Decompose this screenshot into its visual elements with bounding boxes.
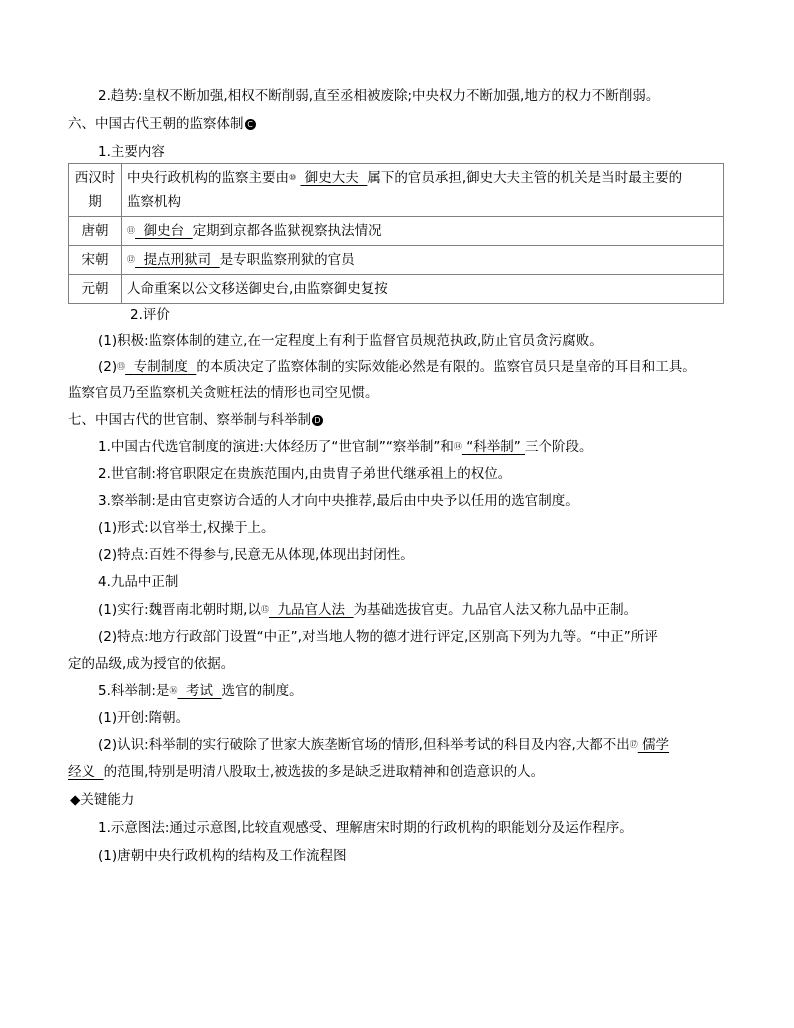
paragraph: 4.九品中正制: [98, 574, 179, 590]
table-cell-dynasty: 宋朝: [69, 246, 122, 275]
key-ability-heading: ◆关键能力: [70, 792, 135, 808]
paragraph: 3.察举制:是由官吏察访合适的人才向中央推荐,最后由中央予以任用的选官制度。: [98, 493, 579, 509]
paragraph: (1)积极:监察体制的建立,在一定程度上有利于监督官员规范执政,防止官员贪污腐败。: [98, 333, 603, 349]
paragraph: 经义 的范围,特别是明清八股取士,被选拔的多是缺乏进取精神和创造意识的人。: [68, 764, 545, 780]
paragraph: (1)形式:以官举士,权操于上。: [98, 520, 275, 536]
paragraph: (2)⑬ 专制制度 的本质决定了监察体制的实际效能必然是有限的。监察官员只是皇帝的耳目和工具。: [98, 359, 696, 375]
section-6-heading: 六、中国古代王朝的监察体制 C: [68, 114, 256, 134]
table-row: [69, 164, 724, 217]
table-cell-content: 中央行政机构的监察主要由⑩ 御史大夫 属下的官员承担,御史大夫主管的机关是当时最主要的 监察机构: [122, 164, 724, 217]
section-7-heading: 七、中国古代的世官制、察举制与科举制 D: [68, 410, 323, 430]
main-content-label: 1.主要内容: [98, 144, 165, 160]
table-cell-content: ⑫ 提点刑狱司 是专职监察刑狱的官员: [122, 246, 724, 275]
answer-blank: 考试: [186, 683, 214, 699]
paragraph: 监察官员乃至监察机关贪赃枉法的情形也司空见惯。: [68, 385, 379, 401]
evaluation-label: 2.评价: [130, 307, 170, 323]
answer-blank: 专制制度: [133, 359, 188, 375]
answer-blank: 御史台: [143, 223, 185, 239]
paragraph: 1.中国古代选官制度的演进:大体经历了“世官制”“察举制”和⑭ “科举制” 三个阶段。: [98, 439, 593, 455]
paragraph: (1)唐朝中央行政机构的结构及工作流程图: [98, 848, 347, 864]
section-badge: D: [312, 415, 323, 426]
table-row: [69, 275, 724, 304]
paragraph: (2)认识:科举制的实行破除了世家大族垄断官场的情形,但科举考试的科目及内容,大都不出⑰ 儒学: [98, 737, 670, 753]
table-row: [69, 246, 724, 275]
paragraph: 5.科举制:是⑯ 考试 选官的制度。: [98, 683, 303, 699]
table-row: [69, 217, 724, 246]
table-cell-content: ⑪ 御史台 定期到京都各监狱视察执法情况: [122, 217, 724, 246]
answer-blank: 儒学: [642, 737, 670, 753]
supervision-table: [68, 163, 724, 304]
table-cell-dynasty: 元朝: [69, 275, 122, 304]
answer-blank: 经义: [68, 764, 95, 780]
answer-blank: 御史大夫: [304, 170, 359, 186]
paragraph: (1)实行:魏晋南北朝时期,以⑮ 九品官人法 为基础选拔官吏。九品官人法又称九品中正制。: [98, 602, 638, 618]
table-cell-dynasty: 西汉时 期: [69, 164, 122, 217]
paragraph: (1)开创:隋朝。: [98, 710, 190, 726]
paragraph: 定的品级,成为授官的依据。: [68, 656, 235, 672]
table-cell-content: 人命重案以公文移送御史台,由监察御史复按: [122, 275, 724, 304]
section-badge: C: [245, 119, 256, 130]
paragraph: (2)特点:百姓不得参与,民意无从体现,体现出封闭性。: [98, 547, 414, 563]
trend-line: 2.趋势:皇权不断加强,相权不断削弱,直至丞相被废除;中央权力不断加强,地方的权力不断削弱。: [98, 88, 660, 104]
answer-blank: “科举制”: [466, 439, 521, 455]
paragraph: 1.示意图法:通过示意图,比较直观感受、理解唐宋时期的行政机构的职能划分及运作程序。: [98, 820, 633, 836]
answer-blank: 九品官人法: [277, 602, 346, 618]
paragraph: (2)特点:地方行政部门设置“中正”,对当地人物的德才进行评定,区别高下列为九等。“中正”所评: [98, 629, 658, 645]
table-cell-dynasty: 唐朝: [69, 217, 122, 246]
paragraph: 2.世官制:将官职限定在贵族范围内,由贵胄子弟世代继承祖上的权位。: [98, 466, 512, 482]
answer-blank: 提点刑狱司: [143, 252, 212, 268]
